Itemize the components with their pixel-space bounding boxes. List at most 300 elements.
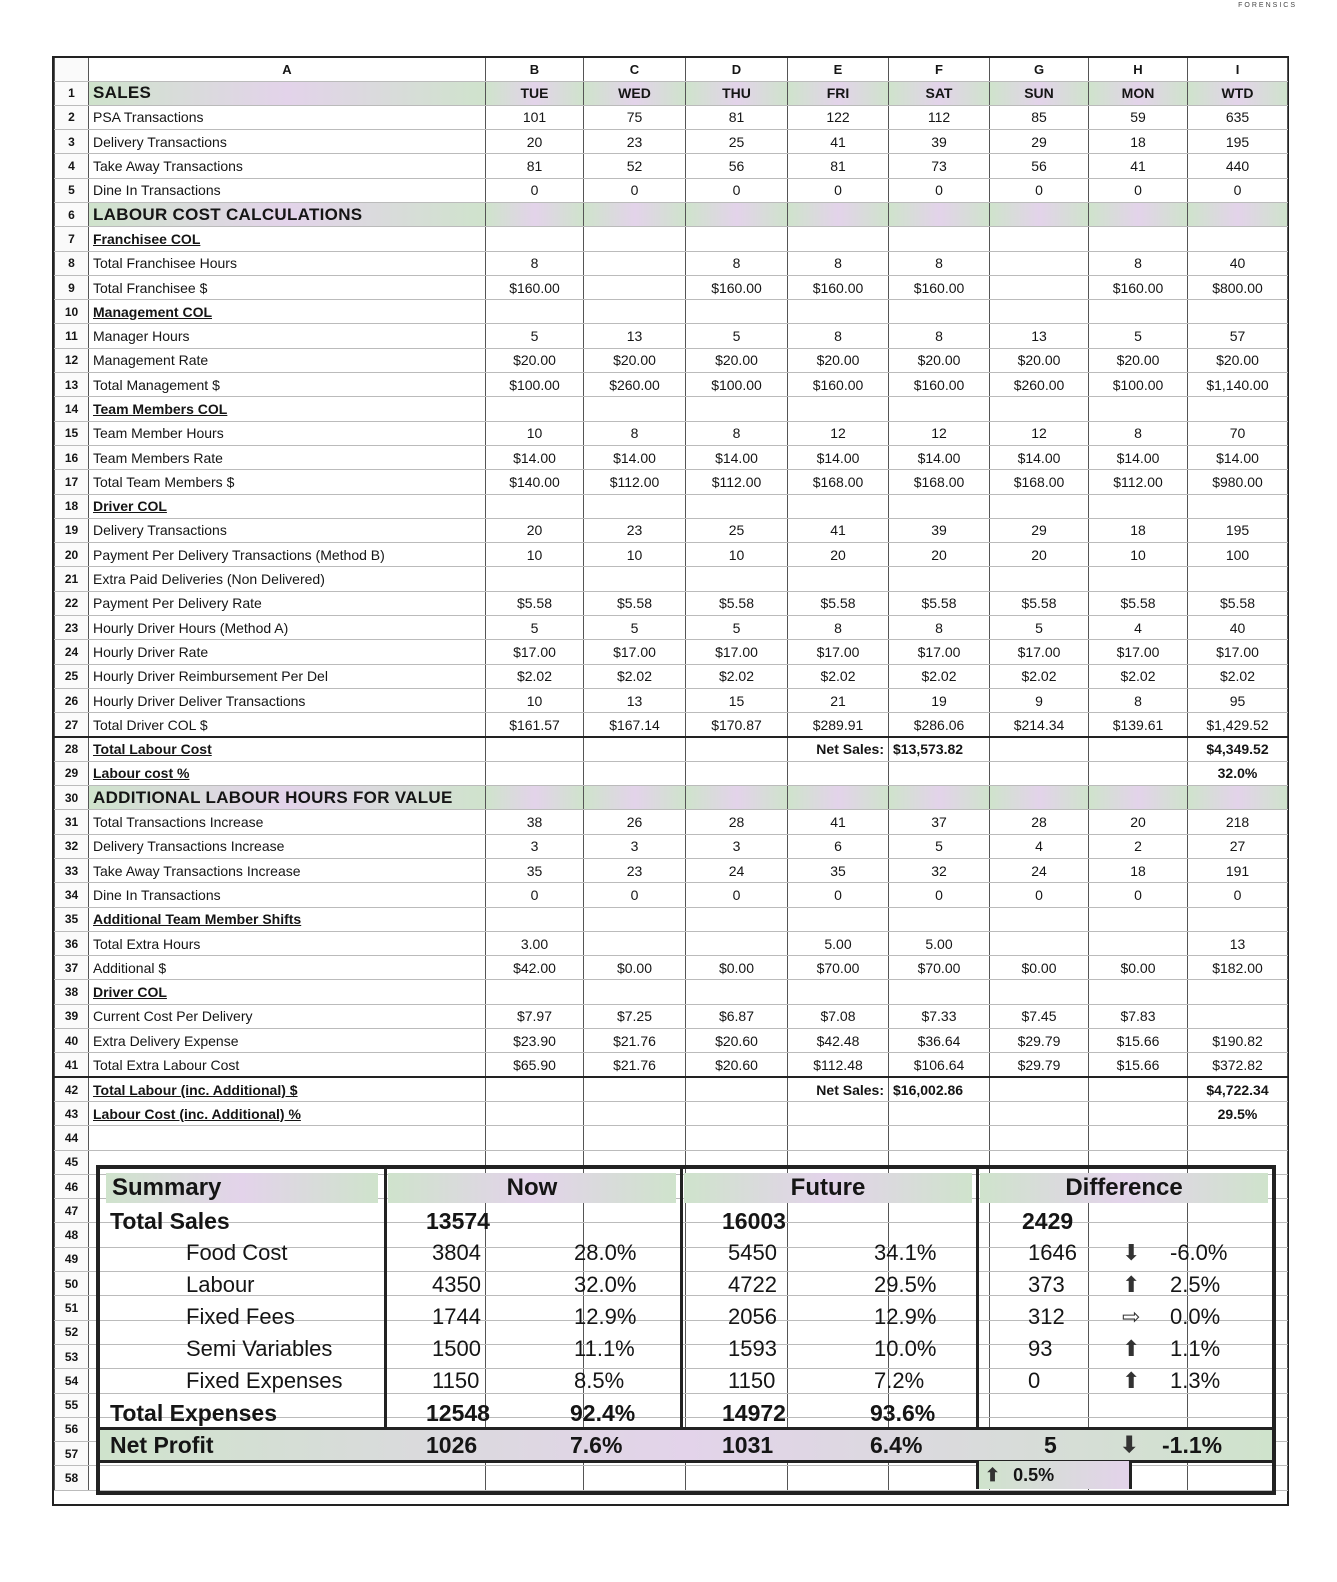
value-cell[interactable]: $2.02 (584, 664, 686, 688)
row-number[interactable]: 32 (55, 834, 89, 858)
value-cell[interactable] (584, 980, 686, 1004)
value-cell[interactable]: 37 (889, 810, 990, 834)
value-cell[interactable]: 0 (1089, 178, 1188, 202)
value-cell[interactable]: $29.79 (990, 1029, 1089, 1053)
row-number[interactable]: 50 (55, 1272, 89, 1296)
value-cell[interactable] (1089, 1101, 1188, 1125)
value-cell[interactable]: 5 (686, 324, 788, 348)
value-cell[interactable]: 10 (486, 688, 584, 712)
row-number[interactable]: 34 (55, 883, 89, 907)
row-label-cell[interactable]: Labour cost % (89, 761, 486, 785)
value-cell[interactable]: $20.60 (686, 1029, 788, 1053)
row-label-cell[interactable]: Total Labour Cost (89, 737, 486, 761)
value-cell[interactable]: 112 (889, 105, 990, 129)
value-cell[interactable]: $286.06 (889, 713, 990, 737)
row-number[interactable]: 56 (55, 1417, 89, 1441)
value-cell[interactable]: $20.00 (1188, 348, 1288, 372)
value-cell[interactable]: 3.00 (486, 931, 584, 955)
value-cell[interactable] (686, 567, 788, 591)
row-label-cell[interactable]: Total Team Members $ (89, 470, 486, 494)
value-cell[interactable]: $372.82 (1188, 1053, 1288, 1077)
value-cell[interactable]: $2.02 (788, 664, 889, 688)
row-label-cell[interactable]: Team Member Hours (89, 421, 486, 445)
value-cell[interactable]: 440 (1188, 154, 1288, 178)
value-cell[interactable] (990, 275, 1089, 299)
row-number[interactable]: 28 (55, 737, 89, 761)
value-cell[interactable]: $7.45 (990, 1004, 1089, 1028)
row-number[interactable]: 39 (55, 1004, 89, 1028)
value-cell[interactable] (990, 397, 1089, 421)
value-cell[interactable]: 0 (788, 178, 889, 202)
value-cell[interactable]: $5.58 (990, 591, 1089, 615)
value-cell[interactable]: $0.00 (1089, 956, 1188, 980)
value-cell[interactable] (788, 761, 889, 785)
value-cell[interactable] (889, 397, 990, 421)
column-header-f[interactable]: F (889, 58, 990, 81)
value-cell[interactable] (990, 761, 1089, 785)
value-cell[interactable] (486, 1101, 584, 1125)
value-cell[interactable] (486, 761, 584, 785)
value-cell[interactable]: 13 (584, 688, 686, 712)
value-cell[interactable]: 73 (889, 154, 990, 178)
value-cell[interactable] (788, 786, 889, 810)
row-label-cell[interactable]: Total Franchisee $ (89, 275, 486, 299)
value-cell[interactable]: $0.00 (686, 956, 788, 980)
value-cell[interactable] (584, 786, 686, 810)
value-cell[interactable] (1188, 227, 1288, 251)
row-number[interactable]: 16 (55, 445, 89, 469)
value-cell[interactable]: 3 (686, 834, 788, 858)
value-cell[interactable] (788, 907, 889, 931)
row-number[interactable]: 54 (55, 1369, 89, 1393)
value-cell[interactable]: $21.76 (584, 1029, 686, 1053)
value-cell[interactable]: FRI (788, 81, 889, 105)
value-cell[interactable]: 23 (584, 859, 686, 883)
value-cell[interactable]: $20.00 (584, 348, 686, 372)
value-cell[interactable] (990, 1101, 1089, 1125)
value-cell[interactable]: 8 (1089, 421, 1188, 445)
value-cell[interactable]: $7.33 (889, 1004, 990, 1028)
value-cell[interactable]: $190.82 (1188, 1029, 1288, 1053)
value-cell[interactable]: $106.64 (889, 1053, 990, 1077)
value-cell[interactable] (889, 202, 990, 226)
row-label-cell[interactable]: Total Franchisee Hours (89, 251, 486, 275)
value-cell[interactable]: $17.00 (686, 640, 788, 664)
corner-cell[interactable] (55, 58, 89, 81)
value-cell[interactable] (686, 1126, 788, 1150)
value-cell[interactable]: $5.58 (1188, 591, 1288, 615)
value-cell[interactable]: $14.00 (584, 445, 686, 469)
row-label-cell[interactable]: Extra Paid Deliveries (Non Delivered) (89, 567, 486, 591)
value-cell[interactable]: 100 (1188, 543, 1288, 567)
row-number[interactable]: 44 (55, 1126, 89, 1150)
value-cell[interactable] (1188, 1126, 1288, 1150)
value-cell[interactable]: $42.00 (486, 956, 584, 980)
row-label-cell[interactable]: Total Management $ (89, 373, 486, 397)
row-number[interactable]: 18 (55, 494, 89, 518)
value-cell[interactable]: 40 (1188, 251, 1288, 275)
value-cell[interactable]: 29 (990, 130, 1089, 154)
value-cell[interactable]: 20 (1089, 810, 1188, 834)
value-cell[interactable]: $42.48 (788, 1029, 889, 1053)
value-cell[interactable]: 59 (1089, 105, 1188, 129)
row-number[interactable]: 5 (55, 178, 89, 202)
value-cell[interactable] (486, 786, 584, 810)
value-cell[interactable]: $7.97 (486, 1004, 584, 1028)
value-cell[interactable]: $7.83 (1089, 1004, 1188, 1028)
row-number[interactable]: 48 (55, 1223, 89, 1247)
value-cell[interactable] (584, 761, 686, 785)
value-cell[interactable]: 81 (788, 154, 889, 178)
value-cell[interactable]: WTD (1188, 81, 1288, 105)
value-cell[interactable] (1089, 300, 1188, 324)
value-cell[interactable]: $23.90 (486, 1029, 584, 1053)
column-header-b[interactable]: B (486, 58, 584, 81)
value-cell[interactable]: $100.00 (486, 373, 584, 397)
value-cell[interactable]: $20.00 (990, 348, 1089, 372)
value-cell[interactable] (990, 737, 1089, 761)
value-cell[interactable]: $7.25 (584, 1004, 686, 1028)
value-cell[interactable] (990, 907, 1089, 931)
value-cell[interactable]: 29 (990, 518, 1089, 542)
row-label-cell[interactable]: SALES (89, 81, 486, 105)
row-number[interactable]: 29 (55, 761, 89, 785)
value-cell[interactable] (1089, 931, 1188, 955)
value-cell[interactable] (1089, 907, 1188, 931)
value-cell[interactable] (990, 1077, 1089, 1101)
row-label-cell[interactable]: Dine In Transactions (89, 178, 486, 202)
value-cell[interactable] (486, 227, 584, 251)
value-cell[interactable] (889, 1126, 990, 1150)
row-number[interactable]: 47 (55, 1199, 89, 1223)
row-number[interactable]: 15 (55, 421, 89, 445)
value-cell[interactable] (686, 907, 788, 931)
value-cell[interactable] (889, 1101, 990, 1125)
value-cell[interactable] (686, 227, 788, 251)
value-cell[interactable]: 25 (686, 130, 788, 154)
value-cell[interactable] (889, 786, 990, 810)
value-cell[interactable]: 195 (1188, 518, 1288, 542)
value-cell[interactable]: 0 (1188, 883, 1288, 907)
row-number[interactable]: 27 (55, 713, 89, 737)
value-cell[interactable]: 195 (1188, 130, 1288, 154)
value-cell[interactable]: 38 (486, 810, 584, 834)
value-cell[interactable]: 0 (889, 178, 990, 202)
value-cell[interactable] (788, 567, 889, 591)
value-cell[interactable]: 3 (584, 834, 686, 858)
value-cell[interactable]: $5.58 (486, 591, 584, 615)
value-cell[interactable]: 5 (584, 616, 686, 640)
value-cell[interactable]: $980.00 (1188, 470, 1288, 494)
row-label-cell[interactable]: Franchisee COL (89, 227, 486, 251)
value-cell[interactable]: $167.14 (584, 713, 686, 737)
value-cell[interactable]: 21 (788, 688, 889, 712)
value-cell[interactable]: $214.34 (990, 713, 1089, 737)
value-cell[interactable] (486, 202, 584, 226)
value-cell[interactable]: 12 (990, 421, 1089, 445)
value-cell[interactable]: 0 (584, 883, 686, 907)
value-cell[interactable]: $4,349.52 (1188, 737, 1288, 761)
value-cell[interactable]: $2.02 (486, 664, 584, 688)
row-number[interactable]: 52 (55, 1320, 89, 1344)
value-cell[interactable] (889, 300, 990, 324)
value-cell[interactable]: $6.87 (686, 1004, 788, 1028)
row-number[interactable]: 10 (55, 300, 89, 324)
value-cell[interactable]: 0 (1089, 883, 1188, 907)
row-number[interactable]: 11 (55, 324, 89, 348)
value-cell[interactable]: 0 (686, 178, 788, 202)
value-cell[interactable]: 15 (686, 688, 788, 712)
value-cell[interactable] (990, 202, 1089, 226)
value-cell[interactable] (584, 1126, 686, 1150)
row-number[interactable]: 49 (55, 1247, 89, 1271)
row-label-cell[interactable]: LABOUR COST CALCULATIONS (89, 202, 486, 226)
value-cell[interactable]: 0 (486, 883, 584, 907)
value-cell[interactable]: 8 (889, 251, 990, 275)
value-cell[interactable]: $100.00 (686, 373, 788, 397)
value-cell[interactable]: Net Sales: (788, 1077, 889, 1101)
row-number[interactable]: 43 (55, 1101, 89, 1125)
value-cell[interactable] (889, 567, 990, 591)
value-cell[interactable]: $2.02 (1188, 664, 1288, 688)
value-cell[interactable]: 41 (1089, 154, 1188, 178)
value-cell[interactable]: 10 (486, 421, 584, 445)
value-cell[interactable] (1089, 494, 1188, 518)
value-cell[interactable]: 8 (788, 324, 889, 348)
value-cell[interactable]: 81 (686, 105, 788, 129)
value-cell[interactable] (486, 567, 584, 591)
value-cell[interactable]: THU (686, 81, 788, 105)
value-cell[interactable] (788, 300, 889, 324)
value-cell[interactable] (686, 1077, 788, 1101)
row-number[interactable]: 58 (55, 1466, 89, 1490)
value-cell[interactable]: $800.00 (1188, 275, 1288, 299)
row-number[interactable]: 37 (55, 956, 89, 980)
value-cell[interactable] (889, 227, 990, 251)
row-label-cell[interactable]: Team Members Rate (89, 445, 486, 469)
value-cell[interactable] (584, 202, 686, 226)
value-cell[interactable]: 0 (889, 883, 990, 907)
value-cell[interactable] (584, 737, 686, 761)
value-cell[interactable]: $14.00 (686, 445, 788, 469)
value-cell[interactable]: 57 (1188, 324, 1288, 348)
value-cell[interactable]: $20.00 (889, 348, 990, 372)
value-cell[interactable]: $0.00 (990, 956, 1089, 980)
value-cell[interactable]: 25 (686, 518, 788, 542)
value-cell[interactable] (788, 227, 889, 251)
value-cell[interactable]: 218 (1188, 810, 1288, 834)
value-cell[interactable]: 0 (486, 178, 584, 202)
value-cell[interactable]: SUN (990, 81, 1089, 105)
value-cell[interactable]: 24 (990, 859, 1089, 883)
value-cell[interactable]: Net Sales: (788, 737, 889, 761)
value-cell[interactable]: 32.0% (1188, 761, 1288, 785)
value-cell[interactable]: 39 (889, 518, 990, 542)
row-label-cell[interactable]: Dine In Transactions (89, 883, 486, 907)
value-cell[interactable] (889, 907, 990, 931)
row-number[interactable]: 23 (55, 616, 89, 640)
value-cell[interactable]: TUE (486, 81, 584, 105)
value-cell[interactable]: $160.00 (1089, 275, 1188, 299)
value-cell[interactable]: $161.57 (486, 713, 584, 737)
row-number[interactable]: 51 (55, 1296, 89, 1320)
value-cell[interactable]: MON (1089, 81, 1188, 105)
row-number[interactable]: 9 (55, 275, 89, 299)
value-cell[interactable]: $112.48 (788, 1053, 889, 1077)
value-cell[interactable] (889, 761, 990, 785)
value-cell[interactable]: $17.00 (486, 640, 584, 664)
row-label-cell[interactable]: Hourly Driver Reimbursement Per Del (89, 664, 486, 688)
value-cell[interactable]: 8 (889, 616, 990, 640)
value-cell[interactable]: 85 (990, 105, 1089, 129)
value-cell[interactable]: 81 (486, 154, 584, 178)
row-label-cell[interactable]: Team Members COL (89, 397, 486, 421)
value-cell[interactable] (486, 980, 584, 1004)
row-number[interactable]: 57 (55, 1442, 89, 1466)
value-cell[interactable]: $17.00 (1188, 640, 1288, 664)
value-cell[interactable] (788, 397, 889, 421)
value-cell[interactable]: 191 (1188, 859, 1288, 883)
value-cell[interactable]: $20.60 (686, 1053, 788, 1077)
row-number[interactable]: 41 (55, 1053, 89, 1077)
value-cell[interactable] (990, 567, 1089, 591)
value-cell[interactable]: 40 (1188, 616, 1288, 640)
value-cell[interactable]: 0 (990, 883, 1089, 907)
row-label-cell[interactable] (89, 1126, 486, 1150)
value-cell[interactable]: 8 (1089, 251, 1188, 275)
value-cell[interactable] (584, 227, 686, 251)
value-cell[interactable]: $70.00 (788, 956, 889, 980)
row-number[interactable]: 12 (55, 348, 89, 372)
value-cell[interactable]: $70.00 (889, 956, 990, 980)
value-cell[interactable] (1089, 202, 1188, 226)
row-number[interactable]: 38 (55, 980, 89, 1004)
value-cell[interactable]: 27 (1188, 834, 1288, 858)
value-cell[interactable] (990, 251, 1089, 275)
value-cell[interactable]: $15.66 (1089, 1053, 1188, 1077)
value-cell[interactable]: $5.58 (788, 591, 889, 615)
row-number[interactable]: 46 (55, 1174, 89, 1198)
row-number[interactable]: 20 (55, 543, 89, 567)
value-cell[interactable]: $20.00 (686, 348, 788, 372)
row-number[interactable]: 24 (55, 640, 89, 664)
value-cell[interactable] (889, 494, 990, 518)
row-label-cell[interactable]: Extra Delivery Expense (89, 1029, 486, 1053)
row-label-cell[interactable]: Driver COL (89, 980, 486, 1004)
value-cell[interactable]: 122 (788, 105, 889, 129)
value-cell[interactable]: 0 (1188, 178, 1288, 202)
value-cell[interactable]: 41 (788, 130, 889, 154)
value-cell[interactable]: $170.87 (686, 713, 788, 737)
row-number[interactable]: 35 (55, 907, 89, 931)
value-cell[interactable]: $2.02 (686, 664, 788, 688)
value-cell[interactable]: $1,429.52 (1188, 713, 1288, 737)
column-header-g[interactable]: G (990, 58, 1089, 81)
row-number[interactable]: 31 (55, 810, 89, 834)
value-cell[interactable] (1089, 397, 1188, 421)
value-cell[interactable]: $65.90 (486, 1053, 584, 1077)
value-cell[interactable]: $14.00 (1188, 445, 1288, 469)
value-cell[interactable] (1188, 980, 1288, 1004)
value-cell[interactable]: 20 (990, 543, 1089, 567)
row-number[interactable]: 53 (55, 1344, 89, 1368)
row-label-cell[interactable]: Management Rate (89, 348, 486, 372)
value-cell[interactable]: $112.00 (1089, 470, 1188, 494)
value-cell[interactable]: $0.00 (584, 956, 686, 980)
value-cell[interactable]: $17.00 (584, 640, 686, 664)
row-number[interactable]: 36 (55, 931, 89, 955)
value-cell[interactable] (584, 931, 686, 955)
row-label-cell[interactable]: Hourly Driver Hours (Method A) (89, 616, 486, 640)
value-cell[interactable]: 8 (486, 251, 584, 275)
value-cell[interactable]: 13 (1188, 931, 1288, 955)
value-cell[interactable] (788, 1126, 889, 1150)
value-cell[interactable]: $14.00 (990, 445, 1089, 469)
value-cell[interactable] (584, 251, 686, 275)
value-cell[interactable] (1089, 761, 1188, 785)
value-cell[interactable]: $260.00 (584, 373, 686, 397)
value-cell[interactable]: $160.00 (486, 275, 584, 299)
value-cell[interactable]: $112.00 (686, 470, 788, 494)
value-cell[interactable] (1089, 786, 1188, 810)
value-cell[interactable]: $140.00 (486, 470, 584, 494)
row-label-cell[interactable]: Driver COL (89, 494, 486, 518)
value-cell[interactable]: $260.00 (990, 373, 1089, 397)
value-cell[interactable]: 5.00 (889, 931, 990, 955)
row-number[interactable]: 7 (55, 227, 89, 251)
value-cell[interactable]: 10 (486, 543, 584, 567)
value-cell[interactable] (686, 737, 788, 761)
value-cell[interactable]: 56 (686, 154, 788, 178)
row-number[interactable]: 1 (55, 81, 89, 105)
value-cell[interactable]: $7.08 (788, 1004, 889, 1028)
value-cell[interactable]: $17.00 (889, 640, 990, 664)
value-cell[interactable] (686, 786, 788, 810)
row-label-cell[interactable]: Management COL (89, 300, 486, 324)
value-cell[interactable]: $160.00 (788, 275, 889, 299)
value-cell[interactable]: 3 (486, 834, 584, 858)
value-cell[interactable] (1188, 1004, 1288, 1028)
value-cell[interactable]: $14.00 (889, 445, 990, 469)
value-cell[interactable]: 20 (486, 518, 584, 542)
value-cell[interactable]: $13,573.82 (889, 737, 990, 761)
value-cell[interactable]: $20.00 (1089, 348, 1188, 372)
row-label-cell[interactable]: Payment Per Delivery Transactions (Method B) (89, 543, 486, 567)
value-cell[interactable]: 0 (788, 883, 889, 907)
row-number[interactable]: 14 (55, 397, 89, 421)
value-cell[interactable]: $17.00 (1089, 640, 1188, 664)
value-cell[interactable] (486, 1077, 584, 1101)
value-cell[interactable] (788, 202, 889, 226)
value-cell[interactable]: 24 (686, 859, 788, 883)
row-label-cell[interactable]: Additional Team Member Shifts (89, 907, 486, 931)
value-cell[interactable]: $36.64 (889, 1029, 990, 1053)
value-cell[interactable] (686, 931, 788, 955)
value-cell[interactable]: 0 (584, 178, 686, 202)
value-cell[interactable] (686, 494, 788, 518)
column-header-e[interactable]: E (788, 58, 889, 81)
value-cell[interactable]: $2.02 (1089, 664, 1188, 688)
column-header-c[interactable]: C (584, 58, 686, 81)
value-cell[interactable]: 5.00 (788, 931, 889, 955)
row-label-cell[interactable]: Delivery Transactions Increase (89, 834, 486, 858)
value-cell[interactable]: $168.00 (990, 470, 1089, 494)
row-number[interactable]: 4 (55, 154, 89, 178)
row-number[interactable]: 22 (55, 591, 89, 615)
value-cell[interactable] (686, 397, 788, 421)
row-label-cell[interactable]: Manager Hours (89, 324, 486, 348)
value-cell[interactable]: $17.00 (990, 640, 1089, 664)
